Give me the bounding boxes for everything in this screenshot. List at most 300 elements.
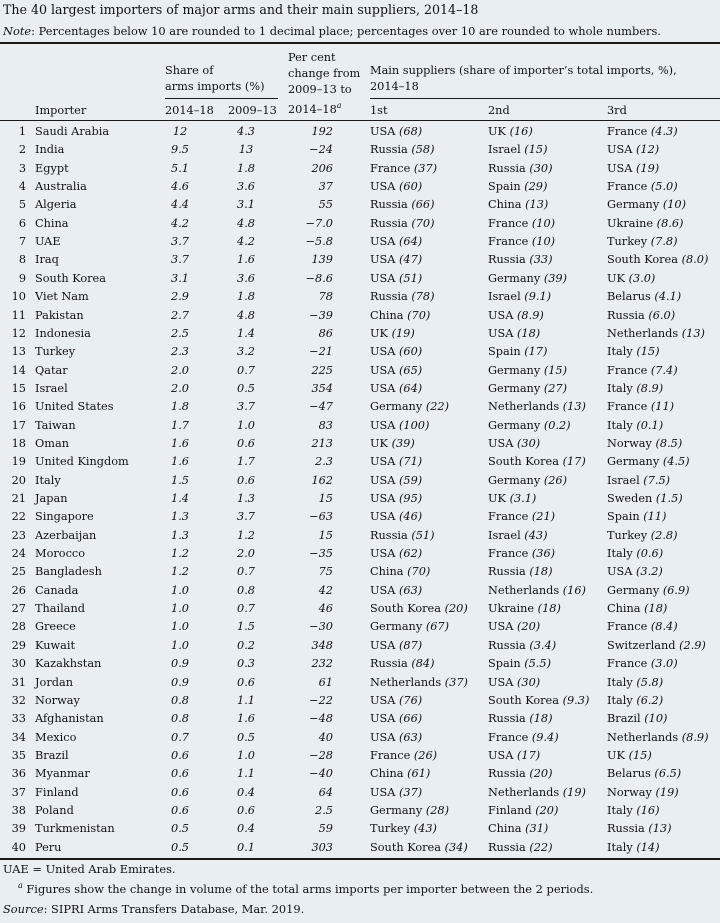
share-2009-13-cell: 0.4 [237, 785, 255, 799]
supplier-share: (14) [636, 840, 660, 854]
supplier-name: USA [488, 675, 514, 689]
share-2014-18-cell: 1.0 [171, 583, 189, 597]
second-supplier-cell [488, 419, 571, 432]
supplier-name: Italy [607, 693, 633, 707]
table-row [0, 251, 720, 269]
third-supplier-cell [607, 474, 670, 487]
supplier-name: UK [370, 436, 388, 450]
supplier-name: France [607, 363, 648, 377]
supplier-name: Germany [488, 473, 541, 487]
third-supplier-cell [607, 492, 683, 505]
supplier-name: USA [370, 180, 396, 194]
supplier-share: (100) [399, 418, 430, 432]
table-row [0, 674, 720, 692]
share-2014-18-cell: 9.5 [171, 143, 189, 157]
supplier-name: Germany [370, 620, 423, 634]
change-cell: 348 [311, 638, 333, 652]
importer-cell: Iraq [35, 253, 59, 267]
change-cell: 86 [318, 326, 333, 340]
importer-cell: UAE [35, 235, 61, 249]
share-2014-18-cell: 1.0 [171, 620, 189, 634]
first-supplier-cell [370, 272, 422, 285]
supplier-name: Russia [607, 308, 645, 322]
share-2014-18-cell: 1.3 [171, 510, 189, 524]
importer-cell: United Kingdom [35, 455, 129, 469]
share-2009-13-cell: 1.1 [237, 767, 255, 781]
supplier-share: (39) [543, 271, 568, 285]
supplier-share: (7.5) [643, 473, 671, 487]
third-supplier-cell [607, 822, 672, 835]
supplier-name: South Korea [607, 253, 678, 267]
share-2009-13-cell: 4.8 [237, 308, 255, 322]
supplier-share: (3.4) [529, 638, 557, 652]
share-2009-13-cell: 0.7 [237, 363, 255, 377]
second-supplier-cell [488, 382, 567, 395]
importer-cell: Qatar [35, 363, 68, 377]
supplier-name: USA [607, 161, 633, 175]
rank-cell: 11 [11, 308, 26, 322]
supplier-share: (9.4) [531, 730, 559, 744]
importer-cell: Afghanistan [35, 712, 104, 726]
supplier-name: USA [488, 620, 514, 634]
importer-cell: United States [35, 400, 114, 414]
third-supplier-cell [607, 125, 678, 138]
second-supplier-cell [488, 364, 567, 377]
second-supplier-cell [488, 620, 540, 633]
supplier-share: (26) [543, 473, 568, 487]
rank-cell: 30 [11, 657, 26, 671]
first-supplier-cell [370, 253, 422, 266]
supplier-name: France [607, 180, 648, 194]
supplier-share: (11) [650, 400, 675, 414]
first-supplier-cell [370, 364, 422, 377]
share-2014-18-cell: 0.8 [171, 693, 189, 707]
supplier-share: (10) [644, 712, 668, 726]
supplier-share: (51) [411, 528, 435, 542]
third-supplier-cell [607, 327, 705, 340]
supplier-name: Germany [607, 583, 660, 597]
second-supplier-cell [488, 510, 555, 523]
table-row [0, 398, 720, 416]
change-cell: 42 [318, 583, 333, 597]
supplier-name: Italy [607, 675, 633, 689]
supplier-name: Brazil [607, 712, 641, 726]
supplier-share: (37) [399, 785, 423, 799]
supplier-share: (27) [543, 381, 568, 395]
share-2014-18-cell: 1.5 [171, 473, 189, 487]
importer-cell: Taiwan [35, 418, 76, 432]
first-supplier-cell [370, 180, 422, 193]
supplier-name: Russia [488, 638, 526, 652]
importer-cell: Bangladesh [35, 565, 102, 579]
change-cell: 225 [311, 363, 333, 377]
supplier-share: (5.8) [636, 675, 664, 689]
third-supplier-cell [607, 676, 663, 689]
share-2009-13-cell: 0.6 [237, 436, 255, 450]
table-row [0, 453, 720, 471]
supplier-share: (33) [529, 253, 553, 267]
first-supplier-cell [370, 327, 415, 340]
table-row [0, 527, 720, 545]
first-supplier-cell [370, 822, 437, 835]
importer-cell: Norway [35, 693, 80, 707]
third-supplier-cell [607, 364, 678, 377]
change-cell: 15 [318, 492, 333, 505]
share-2009-13-cell: 1.0 [237, 748, 255, 762]
share-2009-13-cell: 0.6 [237, 473, 255, 487]
supplier-share: (76) [399, 693, 423, 707]
first-supplier-cell [370, 345, 422, 358]
supplier-share: (0.6) [636, 547, 664, 561]
supplier-name: Russia [370, 657, 408, 671]
supplier-name: Belarus [607, 290, 651, 304]
table-row [0, 160, 720, 178]
change-cell: −47 [309, 400, 333, 414]
third-supplier-cell [607, 620, 678, 633]
table-row [0, 692, 720, 710]
supplier-share: (20) [535, 803, 559, 817]
supplier-name: Spain [488, 657, 521, 671]
rank-cell: 22 [11, 510, 26, 524]
share-2014-18-cell: 2.5 [171, 326, 189, 340]
supplier-share: (20) [444, 602, 468, 616]
first-supplier-cell [370, 492, 422, 505]
supplier-name: Netherlands [488, 583, 560, 597]
change-cell: 2.5 [315, 803, 333, 817]
supplier-name: UK [488, 125, 506, 138]
supplier-share: (2.9) [679, 638, 706, 652]
supplier-share: (26) [413, 748, 438, 762]
supplier-share: (59) [399, 473, 423, 487]
supplier-name: USA [370, 693, 396, 707]
first-supplier-cell [370, 474, 422, 487]
table-row [0, 343, 720, 361]
second-supplier-cell [488, 694, 589, 707]
rank-cell: 21 [11, 492, 26, 505]
share-2009-13-cell: 0.1 [237, 840, 255, 854]
share-2014-18-cell: 1.7 [171, 418, 189, 432]
change-cell: −21 [309, 345, 333, 359]
supplier-share: (30) [517, 675, 541, 689]
supplier-share: (21) [531, 510, 556, 524]
rank-cell: 1 [18, 125, 26, 138]
table-row [0, 729, 720, 747]
share-2014-18-cell: 0.6 [171, 767, 189, 781]
share-2014-18-cell: 0.6 [171, 748, 189, 762]
share-2014-18-cell: 3.1 [171, 271, 189, 285]
share-2014-18-cell: 1.2 [171, 547, 189, 561]
supplier-name: France [607, 620, 648, 634]
supplier-share: (66) [399, 712, 423, 726]
third-header: 3rd [607, 104, 627, 117]
supplier-name: Netherlands [607, 730, 679, 744]
first-supplier-cell [370, 694, 422, 707]
change-cell: 64 [318, 785, 333, 799]
share-2009-13-cell: 4.8 [237, 216, 255, 230]
table-title: The 40 largest importers of major arms and their main suppliers, 2014–18 [3, 2, 479, 17]
first-supplier-cell [370, 676, 468, 689]
share-2014-18-cell: 3.7 [171, 253, 189, 267]
change-cell: −7.0 [305, 216, 333, 230]
supplier-name: France [488, 730, 529, 744]
second-supplier-cell [488, 804, 558, 817]
second-supplier-cell [488, 602, 561, 615]
share-2009-13-cell: 1.0 [237, 418, 255, 432]
importer-cell: Morocco [35, 547, 86, 561]
share-2014-18-cell: 2.3 [171, 345, 189, 359]
supplier-name: China [488, 822, 522, 836]
share-2009-13-cell: 0.7 [237, 602, 255, 616]
supplier-name: China [607, 602, 641, 616]
supplier-name: USA [370, 271, 396, 285]
supplier-name: USA [370, 583, 396, 597]
supplier-name: USA [488, 748, 514, 762]
supplier-name: USA [370, 363, 396, 377]
share-2014-18-cell: 1.6 [171, 455, 189, 469]
supplier-name: France [607, 125, 648, 138]
share-2009-13-cell: 2.0 [237, 547, 255, 561]
supplier-share: (9.1) [524, 290, 552, 304]
second-supplier-cell [488, 290, 551, 303]
supplier-share: (43) [413, 822, 437, 836]
first-supplier-cell [370, 235, 422, 248]
supplier-share: (15) [524, 143, 548, 157]
supplier-name: France [607, 400, 648, 414]
share-2014-18-cell: 0.5 [171, 822, 189, 836]
change-cell: 139 [311, 253, 333, 267]
supplier-name: China [370, 767, 404, 781]
rank-cell: 24 [11, 547, 26, 561]
second-supplier-cell [488, 309, 544, 322]
second-supplier-cell [488, 198, 548, 211]
supplier-share: (22) [425, 400, 450, 414]
supplier-name: USA [607, 565, 633, 579]
supplier-share: (39) [391, 436, 415, 450]
change-cell: −35 [309, 547, 333, 561]
supplier-name: France [370, 748, 411, 762]
share-2009-13-cell: 0.7 [237, 565, 255, 579]
second-header: 2nd [488, 104, 510, 117]
table-row [0, 765, 720, 783]
table-row [0, 380, 720, 398]
supplier-name: USA [488, 436, 514, 450]
supplier-name: USA [370, 381, 396, 395]
first-supplier-cell [370, 657, 435, 670]
importer-cell: Brazil [35, 748, 69, 762]
share-2014-18-cell: 2.0 [171, 363, 189, 377]
third-supplier-cell [607, 382, 663, 395]
supplier-name: Turkey [370, 822, 411, 836]
importer-cell: Mexico [35, 730, 77, 744]
share-2014-18-cell: 3.7 [171, 235, 189, 249]
supplier-share: (7.4) [650, 363, 678, 377]
rank-cell: 25 [11, 565, 26, 579]
supplier-share: (0.2) [543, 418, 571, 432]
importer-cell: Egypt [35, 161, 69, 175]
rank-cell: 9 [18, 271, 26, 285]
table-row [0, 270, 720, 288]
importer-cell: Finland [35, 785, 79, 799]
rank-cell: 4 [18, 180, 26, 194]
importer-cell: Turkey [35, 345, 76, 359]
share-2009-13-cell: 4.2 [237, 235, 255, 249]
third-supplier-cell [607, 786, 679, 799]
table-row [0, 307, 720, 325]
first-supplier-cell [370, 309, 430, 322]
second-supplier-cell [488, 455, 586, 468]
second-supplier-cell [488, 547, 555, 560]
supplier-share: (8.5) [655, 436, 683, 450]
third-supplier-cell [607, 217, 683, 230]
importer-cell: Jordan [35, 675, 73, 689]
supplier-name: France [488, 235, 529, 249]
table-row [0, 141, 720, 159]
change-cell: 59 [318, 822, 333, 836]
importer-cell: Turkmenistan [35, 822, 115, 836]
table-row [0, 618, 720, 636]
supplier-name: South Korea [370, 602, 441, 616]
table-row [0, 747, 720, 765]
second-supplier-cell [488, 180, 547, 193]
supplier-name: Spain [488, 345, 521, 359]
share-2014-18-cell: 12 [172, 125, 188, 138]
first-supplier-cell [370, 712, 422, 725]
supplier-share: (8.6) [656, 216, 684, 230]
share-2009-13-cell: 0.8 [237, 583, 255, 597]
supplier-share: (15) [543, 363, 568, 377]
third-supplier-cell [607, 143, 659, 156]
rank-cell: 34 [11, 730, 26, 744]
supplier-name: UK [370, 326, 388, 340]
supplier-name: South Korea [370, 840, 441, 854]
supplier-name: USA [370, 785, 396, 799]
supplier-name: USA [370, 473, 396, 487]
supplier-share: (62) [399, 547, 423, 561]
table-row [0, 215, 720, 233]
share-2009-13-cell: 1.8 [237, 290, 255, 304]
importer-cell: Pakistan [35, 308, 84, 322]
third-supplier-cell [607, 419, 663, 432]
importer-cell: Algeria [35, 198, 77, 212]
header-rule [0, 120, 720, 121]
share-2009-13-cell: 1.8 [237, 161, 255, 175]
rank-cell: 39 [11, 822, 26, 836]
supplier-name: Germany [488, 271, 541, 285]
importer-cell: Viet Nam [35, 290, 89, 304]
supplier-name: France [488, 547, 529, 561]
share-2014-18-cell: 0.7 [171, 730, 189, 744]
table-row [0, 508, 720, 526]
supplier-name: Germany [370, 803, 423, 817]
third-supplier-cell [607, 767, 681, 780]
supplier-share: (43) [524, 528, 548, 542]
supplier-share: (87) [399, 638, 423, 652]
supplier-share: (4.1) [654, 290, 682, 304]
supplier-share: (95) [399, 492, 423, 505]
supplier-name: USA [488, 308, 514, 322]
table-row [0, 178, 720, 196]
supplier-share: (15) [628, 748, 652, 762]
supplier-name: USA [370, 730, 396, 744]
second-supplier-cell [488, 437, 540, 450]
share-2009-13-cell: 3.6 [237, 271, 255, 285]
first-supplier-cell [370, 290, 435, 303]
share-2009-13-cell: 3.2 [237, 345, 255, 359]
table-row [0, 545, 720, 563]
third-supplier-cell [607, 235, 678, 248]
first-supplier-cell [370, 804, 449, 817]
suppliers-header: Main suppliers (share of importer’s total imports, %), 2014–18 [370, 64, 677, 93]
supplier-share: (8.9) [681, 730, 709, 744]
supplier-share: (78) [411, 290, 435, 304]
supplier-name: Turkey [607, 528, 648, 542]
share-2014-18-cell: 2.9 [171, 290, 189, 304]
supplier-share: (70) [411, 216, 435, 230]
importer-cell: Peru [35, 840, 62, 854]
supplier-name: France [607, 657, 648, 671]
supplier-name: Israel [488, 528, 521, 542]
rank-cell: 15 [11, 381, 26, 395]
rank-cell: 17 [11, 418, 26, 432]
supplier-share: (70) [407, 565, 431, 579]
bottom-rule [0, 858, 720, 860]
supplier-name: Netherlands [370, 675, 442, 689]
third-supplier-cell [607, 309, 675, 322]
supplier-name: Germany [488, 381, 541, 395]
source-footnote: Source: SIPRI Arms Transfers Database, Mar. 2019. [3, 902, 305, 916]
share-group-rule [165, 98, 278, 99]
supplier-share: (4.3) [650, 125, 678, 138]
share-2014-18-cell: 2.0 [171, 381, 189, 395]
second-supplier-cell [488, 162, 553, 175]
supplier-name: USA [370, 547, 396, 561]
supplier-name: Norway [607, 436, 652, 450]
supplier-name: Russia [607, 822, 645, 836]
supplier-name: Russia [488, 712, 526, 726]
change-cell: 354 [311, 381, 333, 395]
supplier-share: (61) [407, 767, 431, 781]
supplier-share: (84) [411, 657, 435, 671]
supplier-name: Russia [488, 565, 526, 579]
supplier-name: USA [488, 326, 514, 340]
rank-cell: 36 [11, 767, 26, 781]
change-cell: 162 [311, 473, 333, 487]
share-2009-13-cell: 4.3 [237, 125, 255, 138]
second-supplier-cell [488, 327, 540, 340]
first-supplier-cell [370, 510, 422, 523]
first-supplier-cell [370, 731, 422, 744]
rank-cell: 2 [18, 143, 26, 157]
table-row [0, 637, 720, 655]
table-row [0, 288, 720, 306]
supplier-name: Spain [488, 180, 521, 194]
rank-cell: 27 [11, 602, 26, 616]
supplier-share: (64) [399, 235, 423, 249]
second-supplier-cell [488, 529, 548, 542]
share-2009-13-cell: 3.7 [237, 510, 255, 524]
supplier-share: (16) [636, 803, 660, 817]
supplier-share: (20) [517, 620, 541, 634]
supplier-name: Germany [607, 455, 660, 469]
table-row [0, 435, 720, 453]
supplier-name: Russia [488, 767, 526, 781]
first-supplier-cell [370, 639, 422, 652]
supplier-name: Ukraine [607, 216, 654, 230]
supplier-share: (13) [648, 822, 672, 836]
supplier-name: Russia [370, 143, 408, 157]
change-cell: 61 [318, 675, 333, 689]
first-supplier-cell [370, 749, 437, 762]
